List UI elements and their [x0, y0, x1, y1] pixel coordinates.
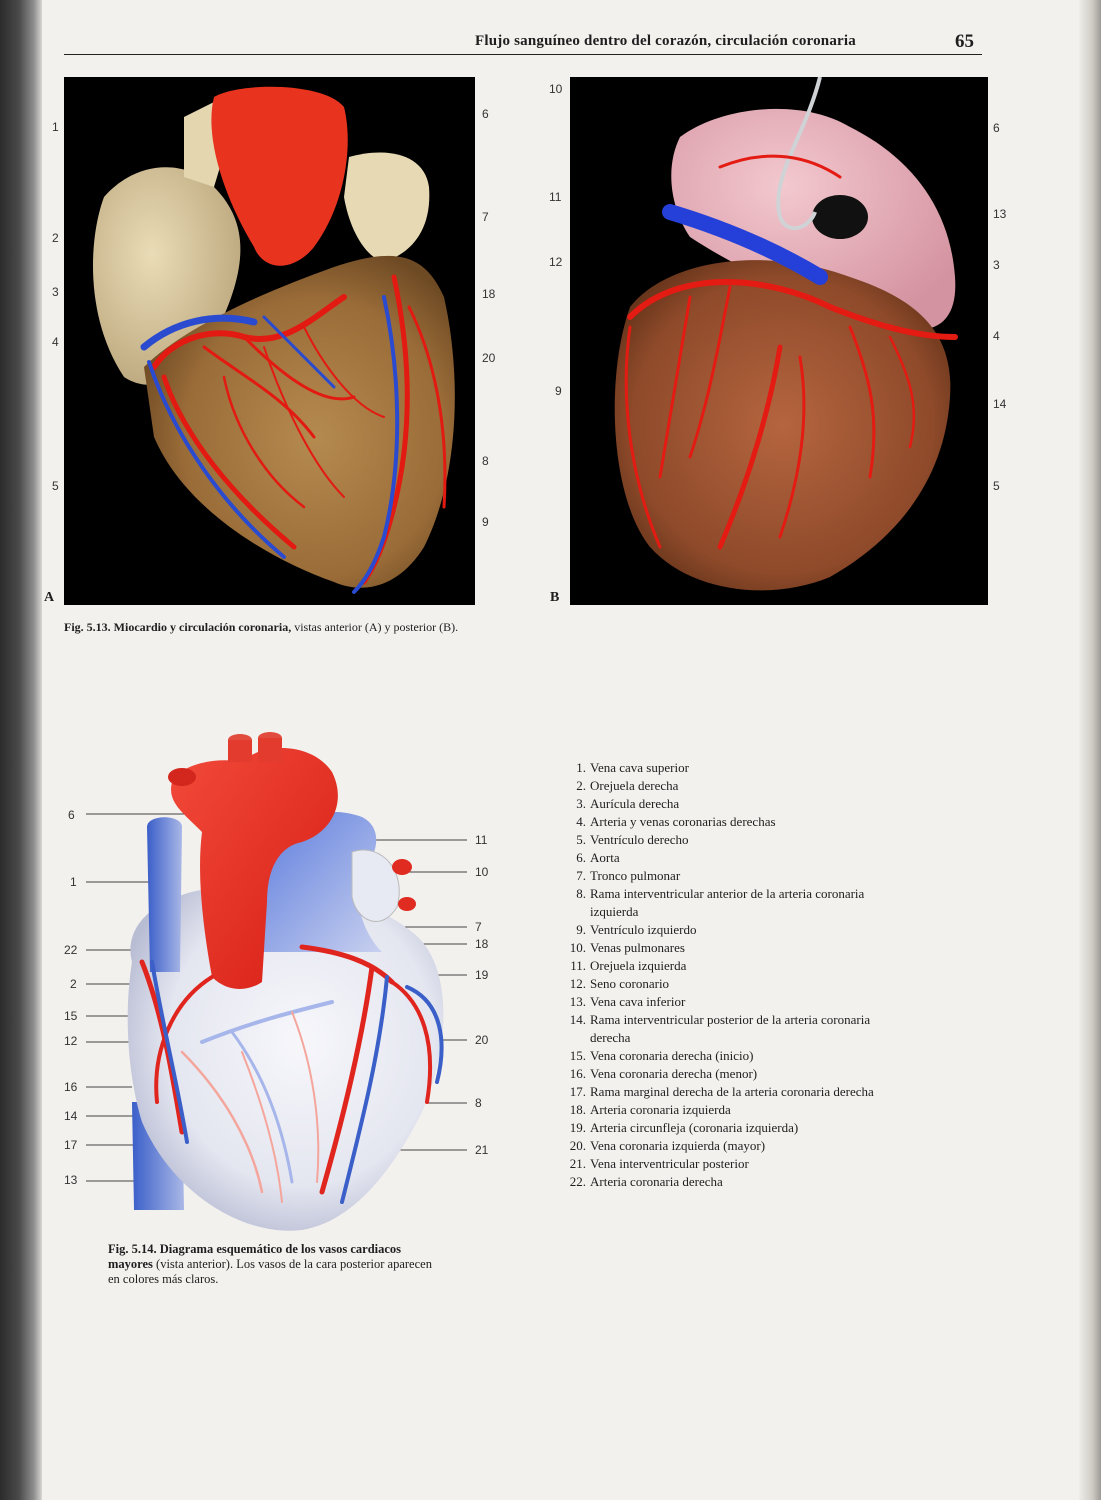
legend-text: Ventrículo izquierdo: [590, 922, 697, 937]
legend-item: [556, 867, 986, 885]
legend-number: 13.: [569, 994, 586, 1009]
legend-item: [556, 921, 986, 939]
figure-legend-list: [556, 759, 986, 1191]
label-b-4: 4: [993, 329, 1000, 343]
label-d-2: 2: [70, 977, 77, 991]
label-b-10: 10: [549, 82, 563, 96]
legend-item: [556, 1137, 986, 1155]
legend-number: 8.: [576, 886, 586, 901]
legend-number: 11.: [570, 958, 586, 973]
label-d-8: 8: [475, 1096, 482, 1110]
legend-item: [556, 759, 986, 777]
legend-item: [556, 975, 986, 993]
legend-text: Ventrículo derecho: [590, 832, 689, 847]
legend-item: [556, 993, 986, 1011]
legend-text: Arteria circunfleja (coronaria izquierda): [590, 1120, 799, 1135]
legend-item: [556, 1119, 986, 1137]
legend-item: [556, 957, 986, 975]
legend-text-continuation: izquierda: [590, 904, 639, 919]
legend-item: [556, 885, 986, 921]
legend-text: Vena interventricular posterior: [590, 1156, 749, 1171]
label-d-10: 10: [475, 865, 489, 879]
legend-item: [556, 813, 986, 831]
heart-photo-anterior: [64, 77, 475, 605]
legend-number: 1.: [576, 760, 586, 775]
legend-item: [556, 1101, 986, 1119]
legend-text: Rama interventricular anterior de la arteria coronaria: [590, 886, 865, 901]
legend-item: [556, 849, 986, 867]
legend-text: Arteria y venas coronarias derechas: [590, 814, 776, 829]
legend-number: 18.: [569, 1102, 586, 1117]
legend-item: [556, 777, 986, 795]
heart-vessel-diagram: [62, 722, 522, 1242]
label-d-1: 1: [70, 875, 77, 889]
label-b-9: 9: [555, 384, 562, 398]
label-d-12: 12: [64, 1034, 78, 1048]
legend-number: 2.: [576, 778, 586, 793]
legend-item: [556, 1083, 986, 1101]
label-a-3: 3: [52, 285, 59, 299]
label-b-11: 11: [549, 190, 562, 204]
legend-number: 5.: [576, 832, 586, 847]
legend-text: Arteria coronaria derecha: [590, 1174, 723, 1189]
caption-513-label: Fig. 5.13.: [64, 620, 111, 634]
label-b-13: 13: [993, 207, 1007, 221]
label-d-17: 17: [64, 1138, 78, 1152]
legend-text: Arteria coronaria izquierda: [590, 1102, 731, 1117]
legend-number: 4.: [576, 814, 586, 829]
caption-514-title: Diagrama esquemático de los vasos cardiacos mayores: [108, 1242, 402, 1271]
legend-item: [556, 1065, 986, 1083]
label-a-5: 5: [52, 479, 59, 493]
legend-item: [556, 1173, 986, 1191]
legend-text: Vena coronaria izquierda (mayor): [590, 1138, 766, 1153]
legend-number: 17.: [569, 1084, 586, 1099]
figure-513-caption: [64, 620, 764, 635]
legend-item: [556, 939, 986, 957]
legend-number: 16.: [569, 1066, 586, 1081]
legend-number: 12.: [569, 976, 586, 991]
label-d-7: 7: [475, 920, 482, 934]
legend-item: [556, 795, 986, 813]
legend-text: Seno coronario: [590, 976, 670, 991]
label-a-20: 20: [482, 351, 496, 365]
label-a-8: 8: [482, 454, 489, 468]
legend-number: 6.: [576, 850, 586, 865]
label-d-22: 22: [64, 943, 78, 957]
label-d-16: 16: [64, 1080, 78, 1094]
label-a-2: 2: [52, 231, 59, 245]
book-gutter-shadow: [0, 0, 42, 1500]
legend-number: 10.: [569, 940, 586, 955]
label-d-15: 15: [64, 1009, 78, 1023]
label-d-21: 21: [475, 1143, 489, 1157]
legend-number: 22.: [569, 1174, 586, 1189]
caption-513-rest: vistas anterior (A) y posterior (B).: [294, 620, 459, 634]
label-a-18: 18: [482, 287, 496, 301]
legend-text: Aorta: [590, 850, 620, 865]
heart-photo-posterior: [570, 77, 988, 605]
legend-text: Orejuela izquierda: [590, 958, 687, 973]
label-b-3: 3: [993, 258, 1000, 272]
label-d-11: 11: [475, 833, 488, 847]
legend-text: Vena coronaria derecha (menor): [590, 1066, 758, 1081]
label-d-19: 19: [475, 968, 489, 982]
label-b-5: 5: [993, 479, 1000, 493]
running-title: Flujo sanguíneo dentro del corazón, circulación coronaria: [475, 33, 856, 49]
legend-text: Rama interventricular posterior de la arteria coronaria: [590, 1012, 871, 1027]
label-a-9: 9: [482, 515, 489, 529]
caption-514-rest: (vista anterior). Los vasos de la cara posterior aparecen en colores más claros.: [108, 1257, 432, 1286]
label-d-20: 20: [475, 1033, 489, 1047]
legend-number: 19.: [569, 1120, 586, 1135]
label-d-6: 6: [68, 808, 75, 822]
legend-text: Rama marginal derecha de la arteria coronaria derecha: [590, 1084, 874, 1099]
page-number: 65: [955, 31, 974, 52]
legend-number: 9.: [576, 922, 586, 937]
legend-number: 7.: [576, 868, 586, 883]
label-d-14: 14: [64, 1109, 78, 1123]
legend-text-continuation: derecha: [590, 1030, 631, 1045]
label-a-7: 7: [482, 210, 489, 224]
legend-text: Vena cava superior: [590, 760, 689, 775]
legend-item: [556, 1011, 986, 1047]
panel-a-letter: A: [44, 590, 55, 605]
page-edge-shadow: [1079, 0, 1101, 1500]
legend-number: 20.: [569, 1138, 586, 1153]
legend-number: 15.: [569, 1048, 586, 1063]
panel-b-letter: B: [550, 590, 560, 605]
label-b-12: 12: [549, 255, 563, 269]
label-b-6: 6: [993, 121, 1000, 135]
label-b-14: 14: [993, 397, 1007, 411]
legend-number: 14.: [569, 1012, 586, 1027]
label-a-1: 1: [52, 120, 59, 134]
label-a-6: 6: [482, 107, 489, 121]
label-d-18: 18: [475, 937, 489, 951]
legend-text: Aurícula derecha: [590, 796, 680, 811]
caption-513-title: Miocardio y circulación coronaria,: [113, 620, 292, 634]
legend-text: Tronco pulmonar: [590, 868, 681, 883]
caption-514-label: Fig. 5.14.: [108, 1242, 157, 1256]
legend-number: 3.: [576, 796, 586, 811]
header-rule: [64, 54, 982, 55]
legend-number: 21.: [569, 1156, 586, 1171]
legend-text: Orejuela derecha: [590, 778, 679, 793]
legend-text: Vena cava inferior: [590, 994, 686, 1009]
figure-514-caption: [108, 1242, 438, 1287]
legend-text: Venas pulmonares: [590, 940, 685, 955]
label-a-4: 4: [52, 335, 59, 349]
label-d-13: 13: [64, 1173, 78, 1187]
legend-item: [556, 831, 986, 849]
legend-item: [556, 1047, 986, 1065]
legend-text: Vena coronaria derecha (inicio): [590, 1048, 754, 1063]
legend-item: [556, 1155, 986, 1173]
